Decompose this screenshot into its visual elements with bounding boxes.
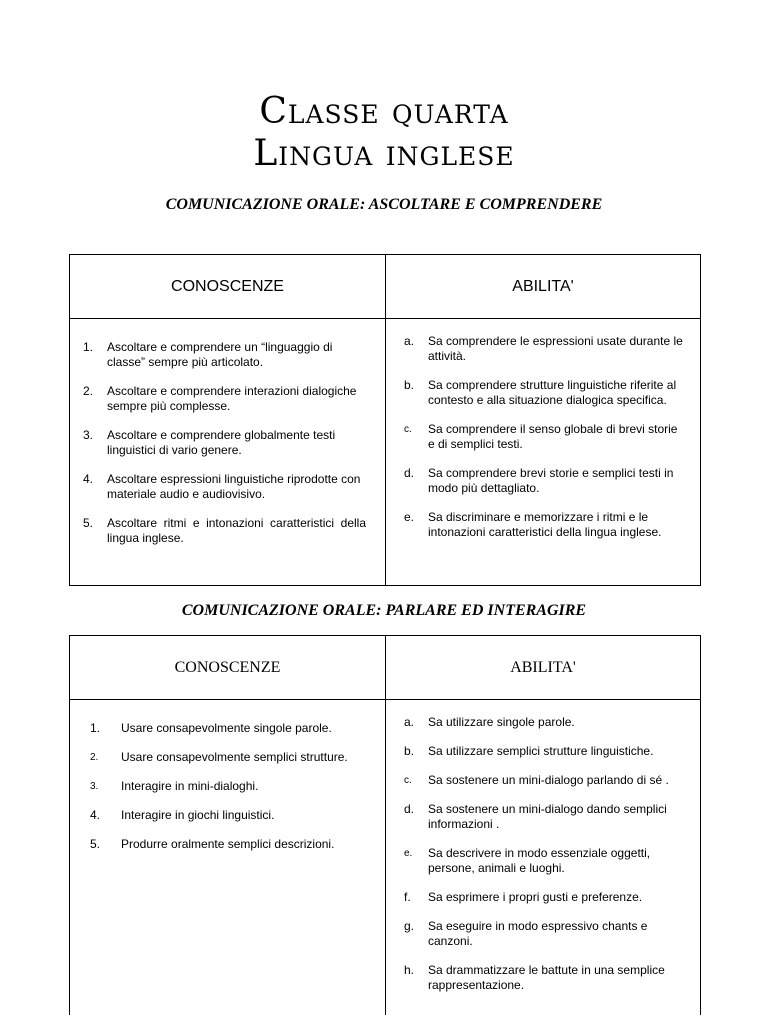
conoscenze-list xyxy=(90,721,370,852)
header-abilita: ABILITA' xyxy=(512,277,574,295)
list-item xyxy=(404,466,684,496)
list-item xyxy=(404,334,684,364)
list-item xyxy=(83,472,366,502)
page-title-line-2: Lingua inglese xyxy=(253,133,515,174)
list-item xyxy=(83,340,366,370)
list-marker: d. xyxy=(404,466,415,480)
table-parlare-interagire xyxy=(69,635,701,1015)
header-conoscenze: CONOSCENZE xyxy=(171,277,284,295)
list-item xyxy=(404,919,684,949)
list-marker: d. xyxy=(404,802,415,816)
header-abilita: ABILITA' xyxy=(510,658,576,676)
list-text: Sa comprendere il senso globale di brevi storie e di semplici testi. xyxy=(428,422,678,451)
list-text: Sa sostenere un mini-dialogo parlando di sé . xyxy=(428,773,669,787)
list-text: Sa utilizzare semplici strutture linguistiche. xyxy=(428,744,654,758)
list-text: Sa eseguire in modo espressivo chants e canzoni. xyxy=(428,919,648,948)
section-heading-ascoltare: COMUNICAZIONE ORALE: ASCOLTARE E COMPRENDERE xyxy=(165,196,603,213)
list-text: Ascoltare ritmi e intonazioni caratteristici della lingua inglese. xyxy=(107,516,366,545)
list-marker: 2. xyxy=(90,752,99,763)
list-marker: c. xyxy=(404,424,412,435)
list-marker: h. xyxy=(404,963,415,977)
list-marker: 2. xyxy=(83,384,94,398)
header-divider xyxy=(70,699,700,700)
list-marker: 4. xyxy=(83,472,94,486)
list-marker: 3. xyxy=(90,781,99,792)
list-text: Sa comprendere le espressioni usate durante le attività. xyxy=(428,334,683,363)
page-title-line-1: Classe quarta xyxy=(259,91,509,132)
list-marker: c. xyxy=(404,775,412,786)
list-text: Sa sostenere un mini-dialogo dando semplici informazioni . xyxy=(428,802,667,831)
list-marker: 1. xyxy=(90,721,101,735)
list-text: Sa descrivere in modo essenziale oggetti, persone, animali e luoghi. xyxy=(428,846,651,875)
list-item xyxy=(404,890,684,905)
list-item xyxy=(83,384,366,414)
list-item xyxy=(404,773,684,788)
list-marker: b. xyxy=(404,744,415,758)
list-text: Interagire in mini-dialoghi. xyxy=(121,779,259,793)
list-marker: g. xyxy=(404,919,415,933)
list-item xyxy=(83,516,366,546)
header-conoscenze: CONOSCENZE xyxy=(174,658,281,676)
list-item xyxy=(90,721,370,736)
header-divider xyxy=(70,318,700,319)
list-item xyxy=(404,378,684,408)
list-text: Sa utilizzare singole parole. xyxy=(428,715,575,729)
list-item xyxy=(404,422,684,452)
list-marker: 5. xyxy=(83,516,94,530)
list-text: Ascoltare e comprendere interazioni dialogiche sempre più complesse. xyxy=(107,384,357,413)
list-text: Sa esprimere i propri gusti e preferenze. xyxy=(428,890,643,904)
list-marker: b. xyxy=(404,378,415,392)
list-item xyxy=(90,808,370,823)
list-marker: a. xyxy=(404,715,415,729)
list-item xyxy=(404,963,684,993)
list-marker: 1. xyxy=(83,340,94,354)
list-text: Sa discriminare e memorizzare i ritmi e le intonazioni caratteristici della lingua inglese. xyxy=(428,510,662,539)
list-text: Interagire in giochi linguistici. xyxy=(121,808,275,822)
list-marker: a. xyxy=(404,334,415,348)
list-item xyxy=(90,837,370,852)
table-ascoltare-comprendere xyxy=(69,254,701,586)
list-text: Sa comprendere strutture linguistiche riferite al contesto e alla situazione dialogica specifica. xyxy=(428,378,677,407)
list-marker: 3. xyxy=(83,428,94,442)
list-marker: 4. xyxy=(90,808,101,822)
list-item xyxy=(404,510,684,540)
list-item xyxy=(404,846,684,876)
list-text: Produrre oralmente semplici descrizioni. xyxy=(121,837,335,851)
conoscenze-list xyxy=(83,340,366,546)
list-text: Ascoltare espressioni linguistiche riprodotte con materiale audio e audiovisivo. xyxy=(107,472,361,501)
list-item xyxy=(404,802,684,832)
abilita-list xyxy=(404,334,684,540)
list-marker: e. xyxy=(404,848,413,859)
list-text: Usare consapevolmente semplici strutture. xyxy=(121,750,348,764)
list-marker: f. xyxy=(404,890,411,904)
list-marker: 5. xyxy=(90,837,101,851)
list-item xyxy=(404,715,684,730)
list-marker: e. xyxy=(404,510,415,524)
list-item xyxy=(90,779,370,794)
list-item xyxy=(90,750,370,765)
abilita-list xyxy=(404,715,684,993)
list-text: Usare consapevolmente singole parole. xyxy=(121,721,332,735)
list-text: Ascoltare e comprendere un “linguaggio di classe” sempre più articolato. xyxy=(107,340,333,369)
list-item xyxy=(83,428,366,458)
section-heading-parlare: COMUNICAZIONE ORALE: PARLARE ED INTERAGIRE xyxy=(181,602,587,619)
list-item xyxy=(404,744,684,759)
list-text: Ascoltare e comprendere globalmente testi linguistici di vario genere. xyxy=(107,428,336,457)
list-text: Sa comprendere brevi storie e semplici testi in modo più dettagliato. xyxy=(428,466,674,495)
list-text: Sa drammatizzare le battute in una semplice rappresentazione. xyxy=(428,963,665,992)
